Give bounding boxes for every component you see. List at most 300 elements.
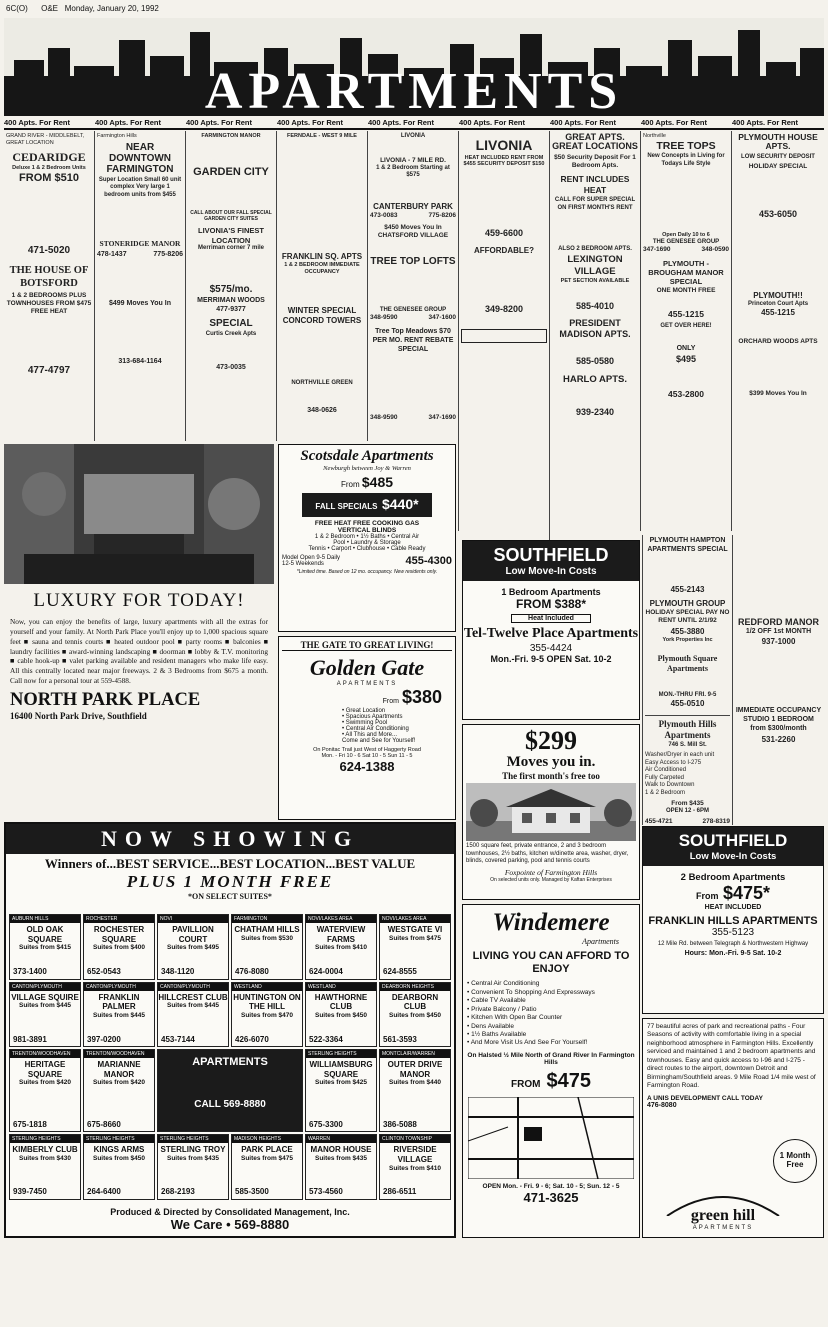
ad-line: York Properties Inc <box>662 636 713 643</box>
ad-fine-print <box>6 319 92 365</box>
col-heading: 400 Apts. For Rent <box>641 118 732 130</box>
property-cell <box>379 982 451 1048</box>
ad-phone: 455-1215 <box>668 308 704 319</box>
ad-phone: 471-5020 <box>27 245 71 257</box>
property-area: STERLING HEIGHTS <box>306 1050 376 1058</box>
ad-name-brougham-manor: PLYMOUTH - BROUGHAM MANOR SPECIAL <box>648 258 724 287</box>
ad-phone: 348-9590 <box>370 314 398 321</box>
ad-name-genesee-group: THE GENESEE GROUP <box>379 306 447 313</box>
property-phone[interactable]: 675-1818 <box>13 1119 47 1129</box>
tel-twelve-phone[interactable]: 355-4424 <box>529 643 573 655</box>
col-heading: 400 Apts. For Rent <box>4 118 95 130</box>
ad-phone: 349-8200 <box>484 303 524 314</box>
now-showing-banner <box>6 824 454 854</box>
ad-name-plymouth-hills: Plymouth Hills Apartments <box>658 719 717 741</box>
property-price: CALL 569-8880 <box>194 1099 266 1111</box>
green-hill-logo-text: green hill <box>690 1207 756 1224</box>
one-month-free-badge: 1 Month Free <box>773 1139 817 1183</box>
property-price: Suites from $425 <box>314 1079 368 1087</box>
property-name: APARTMENTS <box>192 1056 268 1069</box>
ad-line: ONE MONTH FREE <box>656 286 716 294</box>
now-showing-select: *ON SELECT SUITES* <box>188 892 272 901</box>
windemere-location-map <box>468 1097 634 1179</box>
property-name: WILLIAMSBURG SQUARE <box>309 1060 373 1079</box>
issue-date: Monday, January 20, 1992 <box>64 4 159 13</box>
north-park-place-name: NORTH PARK PLACE <box>10 689 201 710</box>
now-showing-plus: PLUS 1 MONTH FREE <box>126 872 334 891</box>
property-name: MANOR HOUSE <box>310 1145 372 1155</box>
scottsdale-name: Scotsdale Apartments <box>300 448 434 464</box>
scottsdale-phone[interactable]: 455-4300 <box>405 555 452 567</box>
southfield-2-from: From <box>695 891 719 901</box>
ad-line: Super Location Small 60 unit complex Very large 1 bedroom units from $455 <box>98 176 182 198</box>
franklin-hills-ad <box>642 826 824 1014</box>
ad-lead: FERNDALE - WEST 9 MILE <box>287 133 357 139</box>
windemere-price: $475 <box>546 1069 591 1092</box>
lobby-photo-illustration <box>4 444 274 584</box>
ad-fine-print <box>188 180 274 210</box>
foxpointe-line1: Moves you in. <box>506 754 596 770</box>
ad-name-tree-top-lofts: TREE TOP LOFTS <box>370 256 456 267</box>
ad-line: 1 & 2 Bedroom Starting at $575 <box>376 164 450 179</box>
windemere-location: On Halsted ½ Mile North of Grand River In Farmington Hills <box>467 1051 635 1066</box>
ad-phone: 348-9590 <box>370 414 398 422</box>
ad-name-garden-city: GARDEN CITY <box>193 165 269 178</box>
ad-line: Deluxe 1 & 2 Bedroom Units <box>12 164 86 171</box>
franklin-hills-name: FRANKLIN HILLS APARTMENTS <box>648 915 818 927</box>
southfield-2-badge: HEAT INCLUDED <box>704 904 762 911</box>
classified-column-8 <box>641 131 732 531</box>
ad-fine-print <box>6 187 92 245</box>
property-name: RIVERSIDE VILLAGE <box>393 1145 437 1164</box>
ad-phone: 459-6600 <box>484 228 524 239</box>
ad-line: 746 S. Mill St. <box>668 741 707 748</box>
section-banner <box>4 18 824 116</box>
golden-gate-from: From <box>382 698 399 705</box>
ad-fine-print <box>461 256 547 304</box>
ad-line: NORTHVILLE GREEN <box>291 379 353 386</box>
property-price: Suites from $475 <box>388 934 442 942</box>
ad-fine-print <box>188 140 274 166</box>
windemere-features: • Central Air Conditioning • Convenient To Shopping And Expressways • Cable TV Available • Private Balcony / Patio • Kitchen With Open Bar Counter • Dens Available • 1½ Baths Available • And More Visit Us And See For Yourself! <box>467 980 595 1047</box>
green-hill-ad <box>642 1018 824 1238</box>
southfield-2-line1: 2 Bedroom Apartments <box>680 872 786 883</box>
property-phone[interactable]: 675-3300 <box>309 1119 343 1129</box>
ad-name-tree-tops: TREE TOPS <box>656 139 716 152</box>
ad-price: $495 <box>675 353 697 364</box>
ad-fine-print <box>370 141 456 157</box>
property-price: Suites from $420 <box>18 1079 72 1087</box>
north-park-place-ad <box>4 586 274 786</box>
fall-specials-box <box>302 493 432 517</box>
now-showing-grid <box>9 914 451 1200</box>
lobby-photo <box>4 444 274 584</box>
ad-phones <box>370 314 456 322</box>
property-phone[interactable]: 476-8080 <box>235 967 269 976</box>
property-area: STERLING HEIGHTS <box>10 1135 80 1143</box>
col-heading: 400 Apts. For Rent <box>368 118 459 130</box>
ad-name-plymouth-square: Plymouth Square Apartments <box>657 653 718 673</box>
property-phone[interactable]: 652-0543 <box>87 967 121 976</box>
ad-name-downtown-farmington: NEAR DOWNTOWN FARMINGTON <box>106 141 174 175</box>
property-fine-print <box>306 1163 376 1183</box>
scottsdale-line1: FREE HEAT FREE COOKING GAS <box>314 520 420 527</box>
classified-column-9-lower <box>733 535 824 825</box>
property-fine-print <box>380 942 450 962</box>
ad-fine-print <box>188 338 274 364</box>
scottsdale-note: *Limited time. Based on 12 mo. occupancy. New residents only. <box>296 569 438 575</box>
ad-fine-print <box>552 285 638 301</box>
scottsdale-from: From <box>340 480 360 489</box>
now-showing-producer: Produced & Directed by Consolidated Management, Inc. <box>110 1207 350 1217</box>
golden-gate-name: Golden Gate <box>309 655 425 680</box>
col-heading: 400 Apts. For Rent <box>459 118 550 130</box>
classified-column-4 <box>277 131 368 441</box>
foxpointe-price: $299 <box>525 726 577 755</box>
property-area: STERLING HEIGHTS <box>158 1135 228 1143</box>
ad-line: Princeton Court Apts <box>747 300 809 307</box>
ad-fine-print <box>370 240 456 256</box>
property-cell <box>305 1134 377 1200</box>
ad-name-botsford: THE HOUSE OF BOTSFORD <box>9 264 89 289</box>
property-price: Suites from $450 <box>388 1011 442 1019</box>
property-phone[interactable]: 453-7144 <box>161 1034 195 1044</box>
ad-fine-print <box>734 318 822 338</box>
ad-name-lexington-village: LEXINGTON VILLAGE <box>567 253 623 277</box>
ad-fine-print <box>734 346 822 390</box>
property-cell <box>83 914 155 980</box>
ad-lead: Northville <box>643 133 666 139</box>
property-phone[interactable]: 624-8555 <box>383 967 417 976</box>
property-price: Suites from $420 <box>92 1079 146 1087</box>
ad-name-canterbury-park: CANTERBURY PARK <box>373 201 453 211</box>
ad-line: MON.-THRU FRI. 9-5 <box>658 691 717 698</box>
scottsdale-subtitle: Newburgh between Joy & Warren <box>323 465 411 472</box>
ad-fine-print <box>735 745 822 785</box>
property-name: OUTER DRIVE MANOR <box>387 1060 443 1079</box>
property-area: NOVI/LAKES AREA <box>380 915 450 923</box>
southfield-2-subtitle: Low Move-In Costs <box>689 851 777 862</box>
apartment-locator-ad <box>461 329 547 343</box>
green-hill-line2: A UNIS DEVELOPMENT CALL TODAY <box>647 1094 763 1102</box>
ad-fine-print <box>735 537 822 617</box>
ad-line: CALL ABOUT OUR FALL SPECIAL GARDEN CITY SUITES <box>190 209 272 222</box>
property-price: Suites from $435 <box>314 1154 368 1162</box>
property-fine-print <box>10 1087 80 1107</box>
plymouth-hills-ad <box>645 715 730 825</box>
scottsdale-hours: Model Open 9-5 Daily 12-5 Weekends <box>282 555 341 567</box>
col-heading: 400 Apts. For Rent <box>95 118 186 130</box>
ad-fine-print <box>188 252 274 284</box>
ad-line: CHATSFORD VILLAGE <box>377 231 449 239</box>
foxpointe-name: Foxpointe of Farmington Hills <box>504 867 598 877</box>
ad-name-also-2-bedroom: ALSO 2 BEDROOM APTS. <box>558 246 632 253</box>
property-area: CANTON/PLYMOUTH <box>158 983 228 991</box>
property-phone[interactable]: 348-1120 <box>161 967 195 976</box>
classified-column-6 <box>459 131 550 541</box>
ad-line: HEAT INCLUDED RENT FROM $455 SECURITY DEPOSIT $150 <box>463 154 545 168</box>
ad-line: $399 Moves You In <box>749 390 807 398</box>
southfield-subtitle: Low Move-In Costs <box>505 566 597 577</box>
ad-line: $499 Moves You In <box>109 299 171 307</box>
property-cell <box>9 914 81 980</box>
ad-fine-print <box>734 171 822 209</box>
property-phone[interactable]: 522-3364 <box>309 1034 343 1044</box>
property-fine-print <box>380 1087 450 1107</box>
ad-name-plymouth-group: PLYMOUTH GROUP <box>649 598 726 608</box>
ad-phone: 453-2800 <box>668 388 704 399</box>
southfield-name: SOUTHFIELD <box>493 545 609 565</box>
property-price: Suites from $400 <box>92 944 146 952</box>
foxpointe-line2: The first month's free too <box>502 771 600 781</box>
southfield-price: FROM $388* <box>515 597 587 611</box>
page-folio <box>6 4 206 14</box>
property-phone[interactable]: 939-7450 <box>13 1187 47 1197</box>
property-area: CANTON/PLYMOUTH <box>10 983 80 991</box>
now-showing-phone[interactable]: We Care • 569-8880 <box>170 1217 290 1232</box>
classified-column-1 <box>4 131 95 441</box>
southfield-2-name: SOUTHFIELD <box>678 831 788 850</box>
ad-fine-print <box>735 647 822 707</box>
property-phone[interactable]: 426-6070 <box>235 1034 269 1044</box>
ad-line: HOLIDAY SPECIAL PAY NO RENT UNTIL 2/1/92 <box>645 608 730 624</box>
property-name: KINGS ARMS <box>93 1145 145 1155</box>
ad-phone: 477-9377 <box>216 305 246 313</box>
golden-gate-features: • Great Location • Spacious Apartments • Swimming Pool • Central Air Conditioning • All This and More... Come and See for Yourself! <box>342 708 416 744</box>
ad-fine-print <box>552 340 638 356</box>
plymouth-hills-features: Washer/Dryer in each unit Easy Access to I-275 Air Conditioned Fully Carpeted Walk to Downtown 1 & 2 Bedroom <box>645 752 715 796</box>
ad-phone: 348-0626 <box>307 407 337 415</box>
ad-fine-print <box>645 644 730 654</box>
property-area: CLINTON TOWNSHIP <box>380 1135 450 1143</box>
ad-name-franklin-sq: FRANKLIN SQ. APTS <box>281 251 363 261</box>
property-name: FRANKLIN PALMER <box>98 992 140 1012</box>
property-area: DEARBORN HEIGHTS <box>380 983 450 991</box>
fall-specials-price: $440* <box>381 496 419 512</box>
ad-phone: 473-0035 <box>216 364 246 372</box>
property-phone[interactable]: 373-1400 <box>13 967 47 976</box>
property-phone[interactable]: 981-3891 <box>13 1034 47 1044</box>
property-fine-print <box>10 1010 80 1030</box>
property-name: ROCHESTER SQUARE <box>93 925 145 944</box>
golden-gate-price: $380 <box>401 687 442 707</box>
ad-line: PET SECTION AVAILABLE <box>560 277 630 284</box>
heat-included-badge: Heat Included <box>511 614 591 623</box>
property-phone[interactable]: 561-3593 <box>383 1034 417 1044</box>
property-area: STERLING HEIGHTS <box>84 1135 154 1143</box>
windemere-title: LIVING YOU CAN AFFORD TO ENJOY <box>472 950 630 976</box>
property-price: Suites from $415 <box>18 944 72 952</box>
ad-phone: 939-2340 <box>575 407 615 418</box>
southfield-tel-twelve-ad <box>462 540 640 720</box>
ad-name-president-madison: PRESIDENT MADISON APTS. <box>559 317 631 339</box>
property-name: PARK PLACE <box>241 1145 293 1155</box>
ad-price: $575/mo. <box>209 284 253 296</box>
property-area: NOVI <box>158 915 228 923</box>
property-cell <box>83 1049 155 1132</box>
property-phone[interactable]: 624-0004 <box>309 967 343 976</box>
ad-name-livonia-7-mile: LIVONIA - 7 MILE RD. <box>380 156 446 164</box>
ad-line: 1 & 2 BEDROOM IMMEDIATE OCCUPANCY <box>284 261 360 275</box>
property-area: MONTCLAIR/WARREN <box>380 1050 450 1058</box>
green-hill-body: 77 beautiful acres of park and recreational paths - Four Seasons of activity with comfortable living in a special neighborhood atmosphere in Farmington Hills. Excellently serviced and maintained 1 and 2 bedroom apartments and townhouses. Easy and quick access to I-96 and I-275 - direct routes to the airport, downtown Detroit and Birmingham/Southfield areas. 9 Mile Road 1/4 mile west of Farmington Road. <box>647 1023 816 1090</box>
property-price: Suites from $445 <box>166 1002 220 1010</box>
property-area: MADISON HEIGHTS <box>232 1135 302 1143</box>
property-phone[interactable]: 286-6511 <box>383 1187 417 1197</box>
ad-name-livonia: LIVONIA <box>475 137 533 153</box>
property-fine-print <box>306 1087 376 1107</box>
property-phone[interactable]: 268-2193 <box>161 1187 195 1197</box>
col-heading: 400 Apts. For Rent <box>732 118 824 130</box>
property-area: WARREN <box>306 1135 376 1143</box>
property-cell <box>305 982 377 1048</box>
ad-phone: 585-0580 <box>575 356 615 367</box>
ad-name-winter-special: WINTER SPECIAL <box>287 305 357 315</box>
windemere-ad <box>462 904 640 1238</box>
ad-phones <box>370 414 456 422</box>
tel-twelve-name: Tel-Twelve Place Apartments <box>463 626 639 641</box>
ad-fine-print <box>643 168 729 232</box>
property-price: Suites from $445 <box>18 1002 72 1010</box>
ad-phone: 473-0083 <box>370 211 398 219</box>
property-name: PAVILLION COURT <box>172 925 214 944</box>
property-phone[interactable]: 585-3500 <box>235 1187 269 1197</box>
ad-name-tree-top-meadows: Tree Top Meadows $70 PER MO. RENT REBATE SPECIAL <box>372 328 454 353</box>
classified-column-3 <box>186 131 277 441</box>
scottsdale-price: $485 <box>361 474 394 490</box>
ad-line: HOLIDAY SPECIAL <box>748 163 808 171</box>
property-cell <box>157 1049 303 1132</box>
ad-name-affordable: AFFORDABLE? <box>474 245 534 255</box>
property-price: Suites from $445 <box>92 1011 146 1019</box>
ad-line: 1/2 OFF 1st MONTH <box>745 628 812 636</box>
property-area: TRENTON/WOODHAVEN <box>10 1050 80 1058</box>
golden-gate-phone[interactable]: 624-1388 <box>339 759 395 774</box>
classified-column-9 <box>732 131 824 531</box>
property-cell <box>379 1134 451 1200</box>
franklin-hills-location: 12 Mile Rd. between Telegraph & Northwestern Highway <box>657 941 809 948</box>
foxpointe-desc: 1500 square feet, private entrance, 2 and 3 bedroom townhouses, 2½ baths, kitchen w/dinette area, washer, dryer, blinds, covered parking, pool and tennis courts <box>466 843 629 864</box>
property-name: OLD OAK SQUARE <box>26 925 64 944</box>
property-price: Suites from $450 <box>314 1011 368 1019</box>
now-showing-ad <box>4 822 456 1238</box>
property-price: Suites from $430 <box>18 1154 72 1162</box>
green-hill-phone[interactable]: 476-8080 <box>647 1101 677 1109</box>
ad-phone: 313-684-1164 <box>118 358 162 366</box>
ad-name-redford-manor: REDFORD MANOR <box>738 617 819 627</box>
property-phone[interactable]: 386-5088 <box>383 1119 417 1129</box>
southfield-line1: 1 Bedroom Apartments <box>501 587 601 597</box>
ad-fine-print <box>734 221 822 291</box>
ad-fine-print <box>645 555 730 585</box>
property-phone[interactable]: 675-8660 <box>87 1119 121 1129</box>
property-price: Suites from $410 <box>388 1164 442 1172</box>
classified-column-8-lower <box>642 535 733 825</box>
ad-phone: 531-2260 <box>761 735 796 745</box>
ad-fine-print <box>370 180 456 202</box>
property-cell <box>9 1049 81 1132</box>
golden-gate-ad <box>278 636 456 820</box>
ad-lead: GRAND RIVER - MIDDLEBELT, GREAT LOCATION <box>6 133 85 146</box>
property-name: STERLING TROY <box>160 1145 226 1155</box>
ad-phone: 278-8319 <box>702 817 730 825</box>
ad-phones <box>643 246 729 254</box>
property-price: Suites from $450 <box>92 1154 146 1162</box>
ad-name-450-moves: $450 Moves You In <box>384 223 442 231</box>
ad-fine-print <box>370 354 456 414</box>
ad-phone: 455-0510 <box>670 699 705 709</box>
windemere-phone[interactable]: 471-3625 <box>523 1189 579 1205</box>
franklin-hills-hours: Hours: Mon.-Fri. 9-5 Sat. 10-2 <box>684 950 782 958</box>
section-title: APARTMENTS <box>204 63 624 116</box>
property-price: Suites from $440 <box>388 1079 442 1087</box>
property-phone[interactable]: 397-0200 <box>87 1034 121 1044</box>
ad-name-plymouth-hampton: PLYMOUTH HAMPTON APARTMENTS SPECIAL <box>647 537 728 553</box>
ad-line: $50 Security Deposit For 1 Bedroom Apts. <box>554 153 636 169</box>
southfield-banner-2 <box>643 827 823 866</box>
ad-phone: 455-3880 <box>670 626 705 636</box>
ad-name-stoneridge: STONERIDGE MANOR <box>99 239 181 249</box>
property-fine-print <box>232 1163 302 1183</box>
luxury-title: LUXURY FOR TODAY! <box>33 590 245 611</box>
foxpointe-note: On selected units only. Managed by Kaftan Enterprises <box>490 876 612 883</box>
property-fine-print <box>10 1163 80 1183</box>
ad-line: GET OVER HERE! <box>660 323 712 330</box>
property-fine-print <box>84 1087 154 1107</box>
property-price: Suites from $470 <box>240 1011 294 1019</box>
scottsdale-line2: VERTICAL BLINDS <box>337 527 397 534</box>
now-showing-winners: Winners of...BEST SERVICE...BEST LOCATION...BEST VALUE <box>44 856 416 871</box>
col-heading: 400 Apts. For Rent <box>277 118 368 130</box>
ad-lead: LIVONIA <box>400 133 426 139</box>
windemere-sub: Apartments <box>582 937 619 946</box>
ad-phones <box>370 212 456 220</box>
tel-twelve-hours: Mon.-Fri. 9-5 OPEN Sat. 10-2 <box>490 654 612 665</box>
property-area: NOVI/LAKES AREA <box>306 915 376 923</box>
ad-name-livonias-finest: LIVONIA'S FINEST LOCATION <box>198 226 264 245</box>
ad-phone: 477-4797 <box>27 364 71 376</box>
col-heading: 400 Apts. For Rent <box>186 118 277 130</box>
property-price: Suites from $530 <box>240 934 294 942</box>
classified-column-2 <box>95 131 186 441</box>
luxury-body: Now, you can enjoy the benefits of large, luxury apartments with all the extras for yourself and your family. At North Park Place you'll enjoy up to 1,000 spacious square feet ■ sauna and tennis courts ■ heated outdoor pool ■ party rooms ■ balconies ■ laundry facilities ■ award-winning landscaping ■ doorman ■ lobby & T.V. monitoring ■ cable hook-up ■ valet parking available and resident managers who make life easy. All this centrally located near major freeways. 2 & 3 Bedrooms from $675 a month. Call now for a personal tour at 559-4588. <box>10 617 268 686</box>
property-fine-print <box>84 1163 154 1183</box>
property-name: KIMBERLY CLUB <box>12 1145 78 1155</box>
col-heading: 400 Apts. For Rent <box>550 118 641 130</box>
franklin-hills-phone[interactable]: 355-5123 <box>711 927 755 939</box>
property-phone[interactable]: 264-6400 <box>87 1187 121 1197</box>
property-cell <box>157 914 229 980</box>
ad-phone: 453-6050 <box>758 209 798 220</box>
property-cell <box>231 1134 303 1200</box>
ad-phone: 347-1600 <box>428 314 456 321</box>
fall-specials-label: FALL SPECIALS <box>315 502 378 511</box>
ad-line: Curtis Creek Apts <box>205 330 257 337</box>
ad-name-great-apts: GREAT APTS. GREAT LOCATIONS <box>552 132 638 152</box>
property-fine-print <box>158 1163 228 1183</box>
property-price: Suites from $410 <box>314 944 368 952</box>
ad-line: New Concepts in Living for Todays Life Style <box>647 153 725 167</box>
property-name: HERITAGE SQUARE <box>24 1060 66 1079</box>
property-phone[interactable]: 573-4560 <box>309 1187 343 1197</box>
ad-name-orchard-woods: ORCHARD WOODS APTS <box>738 338 818 346</box>
ad-fine-print <box>552 212 638 246</box>
scottsdale-features: 1 & 2 Bedroom • 1½ Baths • Central Air Pool • Laundry & Storage Tennis • Carport • Clubhouse • Cable Ready <box>308 534 426 552</box>
property-cell <box>83 982 155 1048</box>
ad-phones <box>97 251 183 260</box>
ad-name-special: SPECIAL <box>209 318 253 330</box>
golden-gate-tagline: THE GATE TO GREAT LIVING! <box>282 640 452 651</box>
